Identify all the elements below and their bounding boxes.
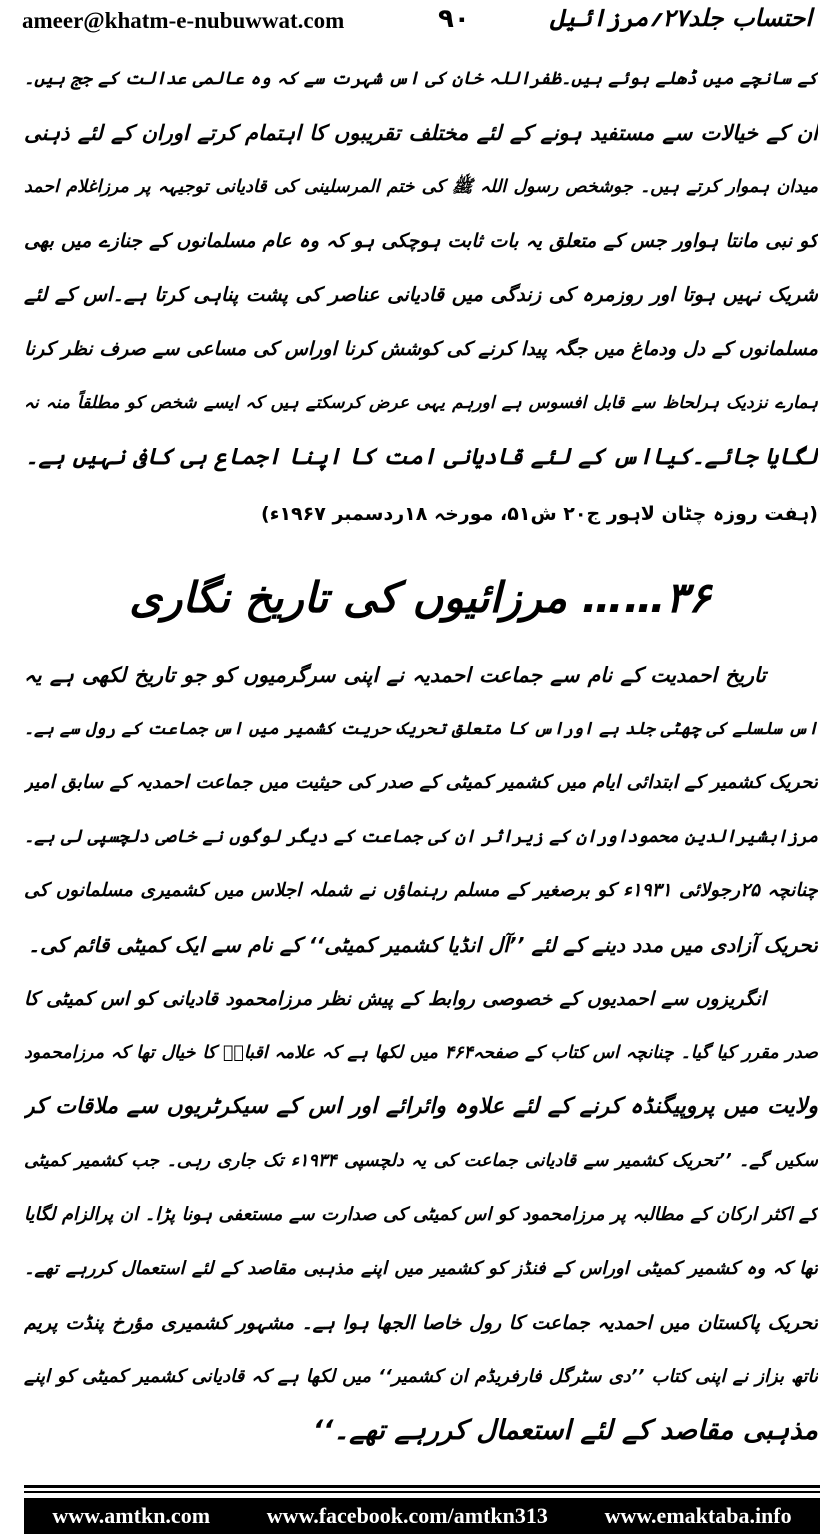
footer-rule bbox=[24, 1485, 820, 1488]
paragraph-2 bbox=[24, 648, 818, 1458]
text-line: چنانچہ ۲۵رجولائی ۱۹۳۱ء کو برصغیر کے مسلم رہنماؤں نے شملہ اجلاس میں کشمیری مسلمانوں کی bbox=[24, 880, 818, 901]
text-line: شریک نہیں ہوتا اور روزمرہ کی زندگی میں قادیانی عناصر کی پشت پناہی کرتا ہے۔اس کے لئے bbox=[24, 283, 818, 306]
footer-link[interactable]: www.amtkn.com bbox=[52, 1503, 211, 1528]
text-line: کے سانچے میں ڈھلے ہوئے ہیں۔ظفراللہ خان کی اس شہرت سے کہ وہ عالمی عدالت کے جج ہیں۔ bbox=[24, 69, 818, 89]
text-line: لگایا جائے۔کیااس کے لئے قادیانی امت کا اپنا اجماع ہی کافی نہیں ہے۔ bbox=[25, 444, 818, 470]
text-line: کے اکثر ارکان کے مطالبہ پر مرزامحمود کو اس کمیٹی کی صدارت سے مستعفی ہونا پڑا۔ ان پرالزام لگایا bbox=[24, 1204, 818, 1225]
text-line: مسلمانوں کے دل ودماغ میں جگہ پیدا کرنے کی کوشش کرنا اوراس کی مساعی سے صرف نظر کرنا bbox=[24, 338, 818, 360]
footer-bar bbox=[24, 1498, 820, 1534]
footer-rule bbox=[24, 1491, 820, 1493]
citation: (ہفت روزہ چٹان لاہور ج۲۰ ش۵۱، مورخہ ۱۸ردسمبر ۱۹۶۷ء) bbox=[261, 503, 818, 525]
text-line: کو نبی مانتا ہواور جس کے متعلق یہ بات ثابت ہوچکی ہو کہ وہ عام مسلمانوں کے جنازے میں بھی bbox=[24, 230, 818, 252]
text-line: ولایت میں پروپیگنڈہ کرنے کے لئے علاوہ وائرائے اور اس کے سیکرٹریوں سے ملاقات کر bbox=[24, 1094, 818, 1119]
text-line: انگریزوں سے احمدیوں کے خصوصی روابط کے پیش نظر مرزامحمود قادیانی کو اس کمیٹی کا bbox=[24, 988, 766, 1010]
text-line: صدر مقرر کیا گیا۔ چنانچہ اس کتاب کے صفحہ۴۶۴ میں لکھا ہے کہ علامہ اقبالؒ کا خیال تھا کہ مرزامحمود bbox=[24, 1043, 818, 1063]
footer-link[interactable]: www.facebook.com/amtkn313 bbox=[266, 1503, 548, 1528]
text-line: تھا کہ وہ کشمیر کمیٹی اوراس کے فنڈز کو کشمیر میں اپنے مذہبی مقاصد کے لئے استعمال کررہے تھے۔ bbox=[24, 1258, 818, 1279]
page-header bbox=[0, 0, 840, 44]
text-line: مذہبی مقاصد کے لئے استعمال کررہے تھے۔‘‘ bbox=[312, 1415, 818, 1446]
text-line: مرزابشیرالدین محموداوران کے زیراثر ان کی جماعت کے دیگر لوگوں نے خاصی دلچسپی لی ہے۔ bbox=[24, 827, 818, 847]
text-line: تحریک آزادی میں مدد دینے کے لئے ’’آل انڈیا کشمیر کمیٹی‘‘ کے نام سے ایک کمیٹی قائم کی۔ bbox=[28, 933, 818, 957]
text-line: ان کے خیالات سے مستفید ہونے کے لئے مختلف تقریبوں کا اہتمام کرتے اوران کے لئے ذہنی bbox=[24, 121, 818, 145]
text-line: ہمارے نزدیک ہرلحاظ سے قابل افسوس ہے اورہم یہی عرض کرسکتے ہیں کہ ایسے شخص کو مطلقاً منہ نہ bbox=[24, 393, 818, 413]
section-heading: ۳۶…… مرزائیوں کی تاریخ نگاری bbox=[129, 573, 711, 622]
text-line: ناتھ بزاز نے اپنی کتاب ’’دی سٹرگل فارفریڈم ان کشمیر‘‘ میں لکھا ہے کہ قادیانی کشمیر کمیٹی کو اپنے bbox=[24, 1366, 818, 1387]
text-line: تاریخ احمدیت کے نام سے جماعت احمدیہ نے اپنی سرگرمیوں کو جو تاریخ لکھی ہے یہ bbox=[24, 663, 766, 687]
text-line: سکیں گے۔ ’’تحریک کشمیر سے قادیانی جماعت کی یہ دلچسپی ۱۹۳۴ء تک جاری رہی۔ جب کشمیر کمیٹی bbox=[24, 1151, 818, 1171]
running-title: احتساب جلد۲۷؍مرزائیل bbox=[549, 4, 812, 32]
paragraph-1 bbox=[24, 52, 818, 484]
text-line: میدان ہموار کرتے ہیں۔ جوشخص رسول اللہ ﷺ کی ختم المرسلینی کی قادیانی توجیہہ پر مرزاغلام احمد bbox=[24, 177, 818, 197]
text-line: تحریک کشمیر کے ابتدائی ایام میں کشمیر کمیٹی کے صدر کی حیثیت میں جماعت احمدیہ کے سابق امیر bbox=[24, 772, 818, 793]
text-line: اس سلسلے کی چھٹی جلد ہے اوراس کا متعلق تحریک حریت کشمیر میں اس جماعت کے رول سے ہے۔ bbox=[24, 719, 818, 739]
header-email: ameer@khatm-e-nubuwwat.com bbox=[22, 8, 345, 33]
footer-link[interactable]: www.emaktaba.info bbox=[604, 1503, 792, 1528]
page-number: ۹۰ bbox=[438, 4, 470, 34]
text-line: تحریک پاکستان میں احمدیہ جماعت کا رول خاصا الجھا ہوا ہے۔ مشہور کشمیری مؤرخ پنڈت پریم bbox=[24, 1312, 818, 1334]
